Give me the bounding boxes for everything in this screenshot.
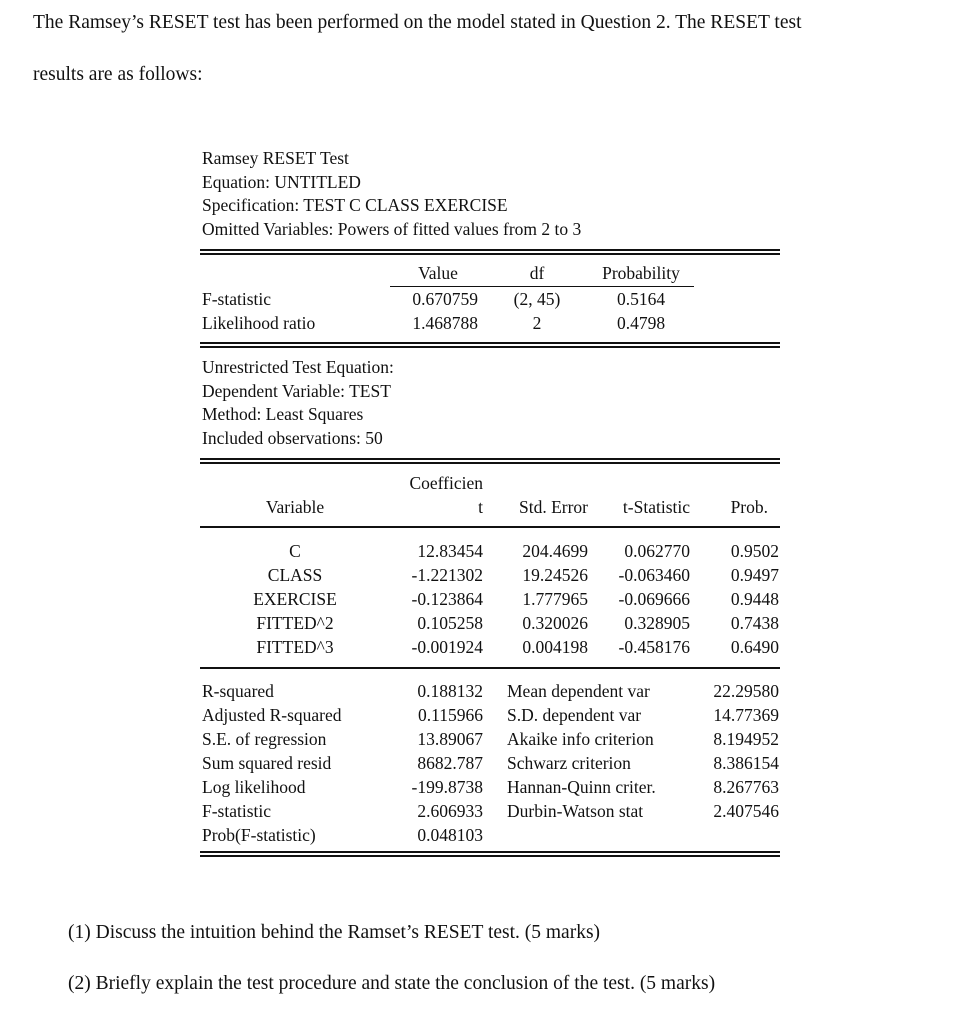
stat-value: 0.188132 <box>417 681 483 701</box>
stat-value: 8.194952 <box>713 729 779 749</box>
col-header-df: df <box>529 263 545 283</box>
row-coef: 0.105258 <box>417 613 483 633</box>
test-title: Ramsey RESET Test <box>202 148 349 168</box>
col-header-variable: Variable <box>265 497 325 517</box>
intro-line-2: results are as follows: <box>33 64 203 85</box>
col-header-coefficient-cont: t <box>478 497 483 517</box>
intro-paragraph <box>33 10 958 88</box>
row-variable: FITTED^3 <box>256 637 334 657</box>
stat-value: 22.29580 <box>713 681 779 701</box>
dependent-variable-line: Dependent Variable: TEST <box>202 380 391 401</box>
reset-test-header <box>202 147 581 241</box>
col-header-coefficient: Coefficien <box>409 473 483 493</box>
stat-value: 0.048103 <box>417 825 483 845</box>
single-rule <box>200 526 780 528</box>
omitted-variables-line: Omitted Variables: Powers of fitted values from 2 to 3 <box>202 218 582 239</box>
row-stderr: 0.320026 <box>522 613 588 633</box>
row-coef: -1.221302 <box>411 565 483 585</box>
row-variable: EXERCISE <box>253 589 337 609</box>
row-prob: 0.9448 <box>730 589 779 609</box>
stat-label: Adjusted R-squared <box>202 705 342 725</box>
row-stderr: 0.004198 <box>522 637 588 657</box>
double-rule <box>200 249 780 255</box>
row-prob: 0.7438 <box>730 613 779 633</box>
single-rule <box>200 667 780 669</box>
header-underline <box>390 286 694 287</box>
row-tstat: -0.063460 <box>618 565 690 585</box>
double-rule <box>200 458 780 464</box>
row-label: F-statistic <box>202 289 272 309</box>
stat-label: F-statistic <box>202 801 272 821</box>
row-prob: 0.9502 <box>730 541 779 561</box>
row-tstat: 0.062770 <box>624 541 690 561</box>
row-stderr: 1.777965 <box>522 589 588 609</box>
col-header-probability: Probability <box>602 263 680 283</box>
stat-value: 2.407546 <box>713 801 779 821</box>
row-variable: CLASS <box>267 565 323 585</box>
unrestricted-header <box>202 356 394 450</box>
row-prob: 0.9497 <box>730 565 779 585</box>
stat-label: Schwarz criterion <box>507 753 631 773</box>
stat-value: 8.386154 <box>713 753 779 773</box>
stat-label: Akaike info criterion <box>507 729 654 749</box>
stat-value: 0.115966 <box>418 705 483 725</box>
col-header-value: Value <box>418 263 458 283</box>
stat-label: S.E. of regression <box>202 729 327 749</box>
stat-value: 8682.787 <box>417 753 483 773</box>
stat-value: 14.77369 <box>713 705 779 725</box>
question-2: (2) Briefly explain the test procedure and state the conclusion of the test. (5 marks) <box>68 973 716 994</box>
row-prob: 0.5164 <box>616 289 666 309</box>
row-prob: 0.6490 <box>730 637 779 657</box>
row-tstat: -0.069666 <box>618 589 690 609</box>
stat-value: -199.8738 <box>411 777 483 797</box>
col-header-tstat: t-Statistic <box>622 497 690 517</box>
row-df: 2 <box>532 313 542 333</box>
row-value: 1.468788 <box>412 313 478 333</box>
observations-line: Included observations: 50 <box>202 427 383 448</box>
stat-label: Hannan-Quinn criter. <box>507 777 656 797</box>
row-coef: 12.83454 <box>417 541 483 561</box>
stat-label: Prob(F-statistic) <box>202 825 316 845</box>
row-tstat: 0.328905 <box>624 613 690 633</box>
unrestricted-title: Unrestricted Test Equation: <box>202 357 394 377</box>
question-1: (1) Discuss the intuition behind the Ramset’s RESET test. (5 marks) <box>68 922 601 943</box>
stat-label: S.D. dependent var <box>507 705 642 725</box>
stat-label: Log likelihood <box>202 777 306 797</box>
row-stderr: 204.4699 <box>522 541 588 561</box>
row-variable: C <box>289 541 301 561</box>
equation-line: Equation: UNTITLED <box>202 171 361 192</box>
stat-value: 13.89067 <box>417 729 483 749</box>
col-header-prob: Prob. <box>730 497 768 517</box>
row-coef: -0.001924 <box>411 637 483 657</box>
row-prob: 0.4798 <box>616 313 666 333</box>
stat-value: 8.267763 <box>713 777 779 797</box>
row-label: Likelihood ratio <box>202 313 316 333</box>
stat-label: Sum squared resid <box>202 753 332 773</box>
intro-line-1: The Ramsey’s RESET test has been performed on the model stated in Question 2. The RESET test <box>33 12 802 33</box>
specification-line: Specification: TEST C CLASS EXERCISE <box>202 195 508 215</box>
row-tstat: -0.458176 <box>618 637 690 657</box>
double-rule <box>200 851 780 857</box>
col-header-stderr: Std. Error <box>518 497 588 517</box>
method-line: Method: Least Squares <box>202 404 364 424</box>
row-value: 0.670759 <box>412 289 478 309</box>
row-coef: -0.123864 <box>411 589 483 609</box>
row-variable: FITTED^2 <box>256 613 334 633</box>
double-rule <box>200 342 780 348</box>
stat-label: Mean dependent var <box>507 681 650 701</box>
stat-label: Durbin-Watson stat <box>507 801 644 821</box>
stat-value: 2.606933 <box>417 801 483 821</box>
row-stderr: 19.24526 <box>522 565 588 585</box>
stat-label: R-squared <box>202 681 274 701</box>
row-df: (2, 45) <box>513 289 561 309</box>
